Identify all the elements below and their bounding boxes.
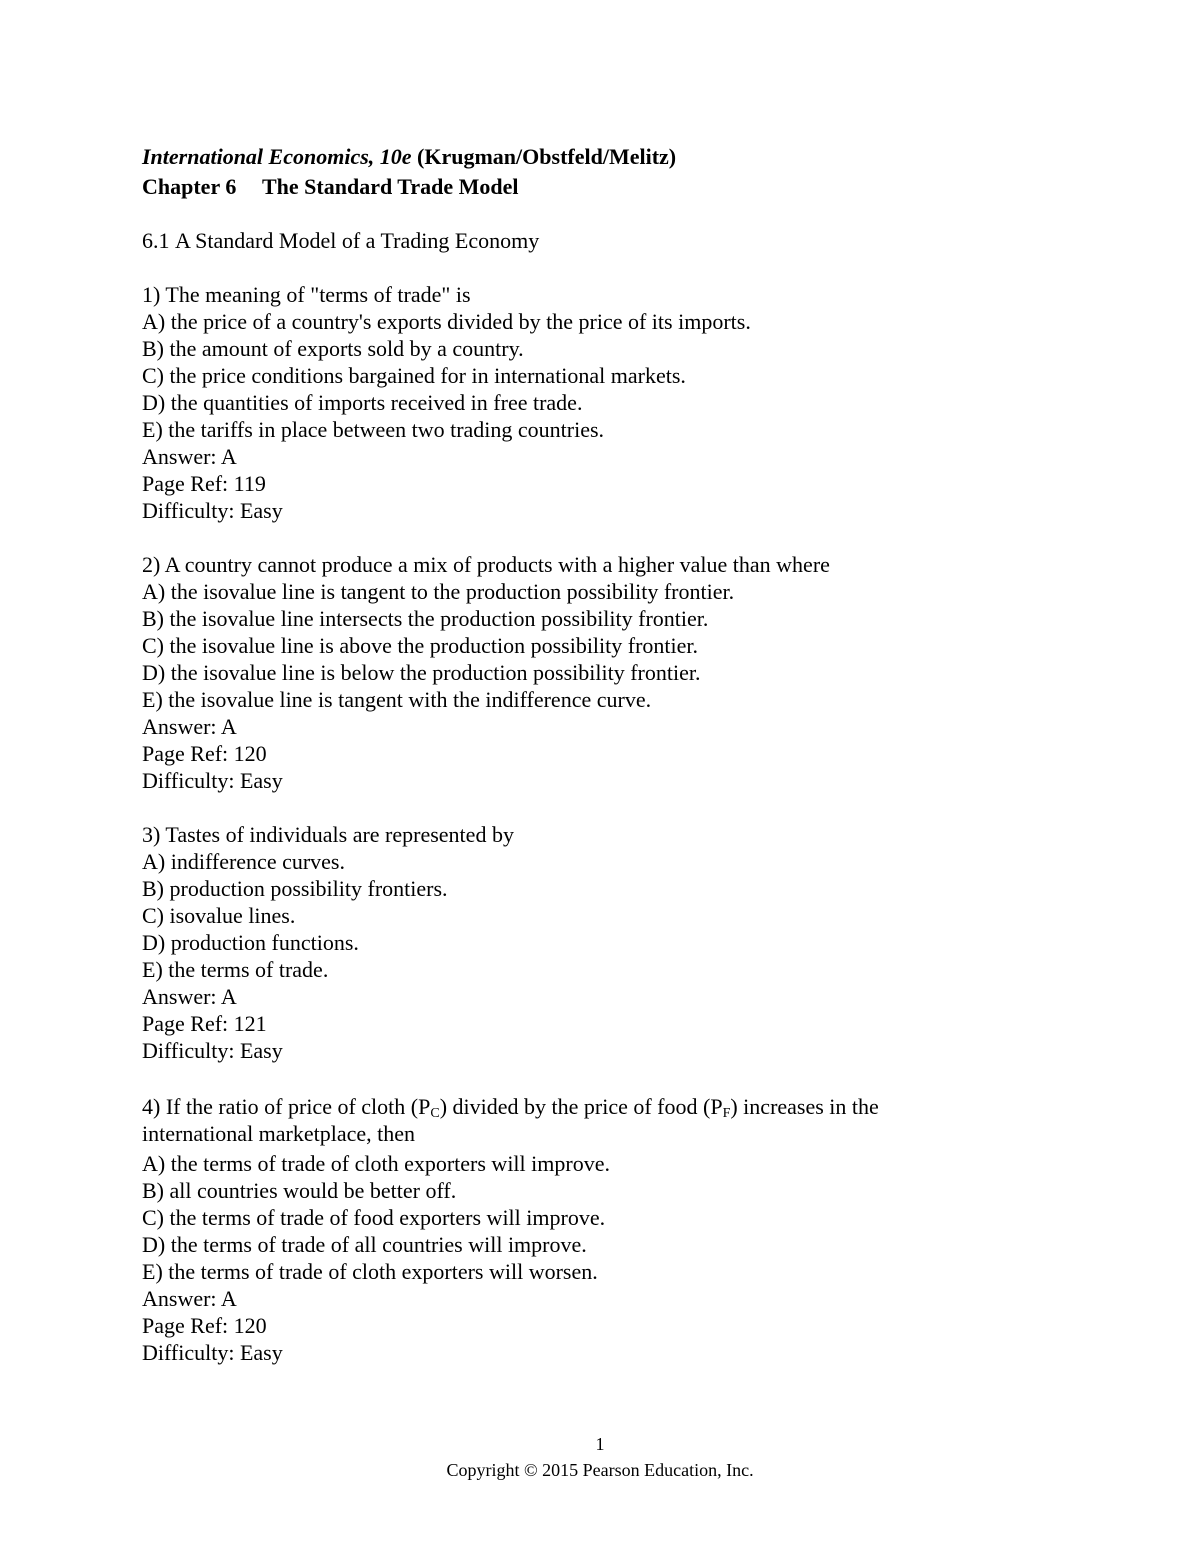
option-b: B) all countries would be better off. <box>142 1178 457 1203</box>
chapter-heading <box>142 173 1082 200</box>
spacer <box>142 1064 1082 1091</box>
copyright-notice: Copyright © 2015 Pearson Education, Inc. <box>446 1460 754 1480</box>
option-d: D) the terms of trade of all countries will improve. <box>142 1232 587 1257</box>
book-title-line <box>142 141 1082 173</box>
difficulty: Difficulty: Easy <box>142 768 283 793</box>
option-a: A) indifference curves. <box>142 849 345 874</box>
subscript-c: C <box>430 1106 440 1121</box>
option-b: B) the isovalue line intersects the production possibility frontier. <box>142 606 709 631</box>
book-authors: (Krugman/Obstfeld/Melitz) <box>417 144 677 169</box>
answer: Answer: A <box>142 714 237 739</box>
book-title: International Economics, 10e <box>142 144 412 169</box>
page-ref: Page Ref: 120 <box>142 1313 267 1338</box>
option-e: E) the isovalue line is tangent with the indifference curve. <box>142 687 652 712</box>
difficulty: Difficulty: Easy <box>142 1038 283 1063</box>
page-ref: Page Ref: 120 <box>142 741 267 766</box>
question-stem-continued: international marketplace, then <box>142 1121 416 1146</box>
page-ref: Page Ref: 119 <box>142 471 266 496</box>
stem-part: 4) If the ratio of price of cloth (P <box>142 1094 431 1119</box>
option-c: C) isovalue lines. <box>142 903 296 928</box>
answer: Answer: A <box>142 1286 237 1311</box>
option-a: A) the isovalue line is tangent to the production possibility frontier. <box>142 579 735 604</box>
option-b: B) production possibility frontiers. <box>142 876 448 901</box>
question-1 <box>142 281 1082 524</box>
spacer <box>142 524 1082 551</box>
stem-part: ) increases in the <box>730 1094 879 1119</box>
page-content <box>142 141 1082 1366</box>
difficulty: Difficulty: Easy <box>142 498 283 523</box>
answer: Answer: A <box>142 444 237 469</box>
question-2 <box>142 551 1082 794</box>
chapter-number: Chapter 6 <box>142 174 237 199</box>
spacer <box>142 254 1082 281</box>
spacer <box>142 794 1082 821</box>
question-stem: 2) A country cannot produce a mix of products with a higher value than where <box>142 552 830 577</box>
answer: Answer: A <box>142 984 237 1009</box>
question-4 <box>142 1091 1082 1366</box>
question-3 <box>142 821 1082 1064</box>
option-e: E) the tariffs in place between two trading countries. <box>142 417 605 442</box>
option-d: D) production functions. <box>142 930 359 955</box>
question-stem: 3) Tastes of individuals are represented by <box>142 822 514 847</box>
option-b: B) the amount of exports sold by a country. <box>142 336 524 361</box>
option-c: C) the price conditions bargained for in international markets. <box>142 363 686 388</box>
stem-part: ) divided by the price of food (P <box>439 1094 723 1119</box>
chapter-title: The Standard Trade Model <box>262 174 519 199</box>
page-number: 1 <box>595 1434 605 1454</box>
spacer <box>142 200 1082 227</box>
question-stem: 1) The meaning of "terms of trade" is <box>142 282 471 307</box>
option-a: A) the price of a country's exports divided by the price of its imports. <box>142 309 751 334</box>
option-d: D) the isovalue line is below the production possibility frontier. <box>142 660 701 685</box>
section-number: 6.1 <box>142 228 170 253</box>
option-d: D) the quantities of imports received in free trade. <box>142 390 583 415</box>
option-e: E) the terms of trade of cloth exporters will worsen. <box>142 1259 598 1284</box>
section-title: A Standard Model of a Trading Economy <box>175 228 540 253</box>
option-c: C) the terms of trade of food exporters will improve. <box>142 1205 606 1230</box>
difficulty: Difficulty: Easy <box>142 1340 283 1365</box>
subscript-f: F <box>722 1106 731 1121</box>
section-heading <box>142 227 1082 254</box>
option-a: A) the terms of trade of cloth exporters will improve. <box>142 1151 610 1176</box>
page-ref: Page Ref: 121 <box>142 1011 267 1036</box>
option-e: E) the terms of trade. <box>142 957 329 982</box>
option-c: C) the isovalue line is above the production possibility frontier. <box>142 633 699 658</box>
question-stem <box>142 1091 1082 1123</box>
